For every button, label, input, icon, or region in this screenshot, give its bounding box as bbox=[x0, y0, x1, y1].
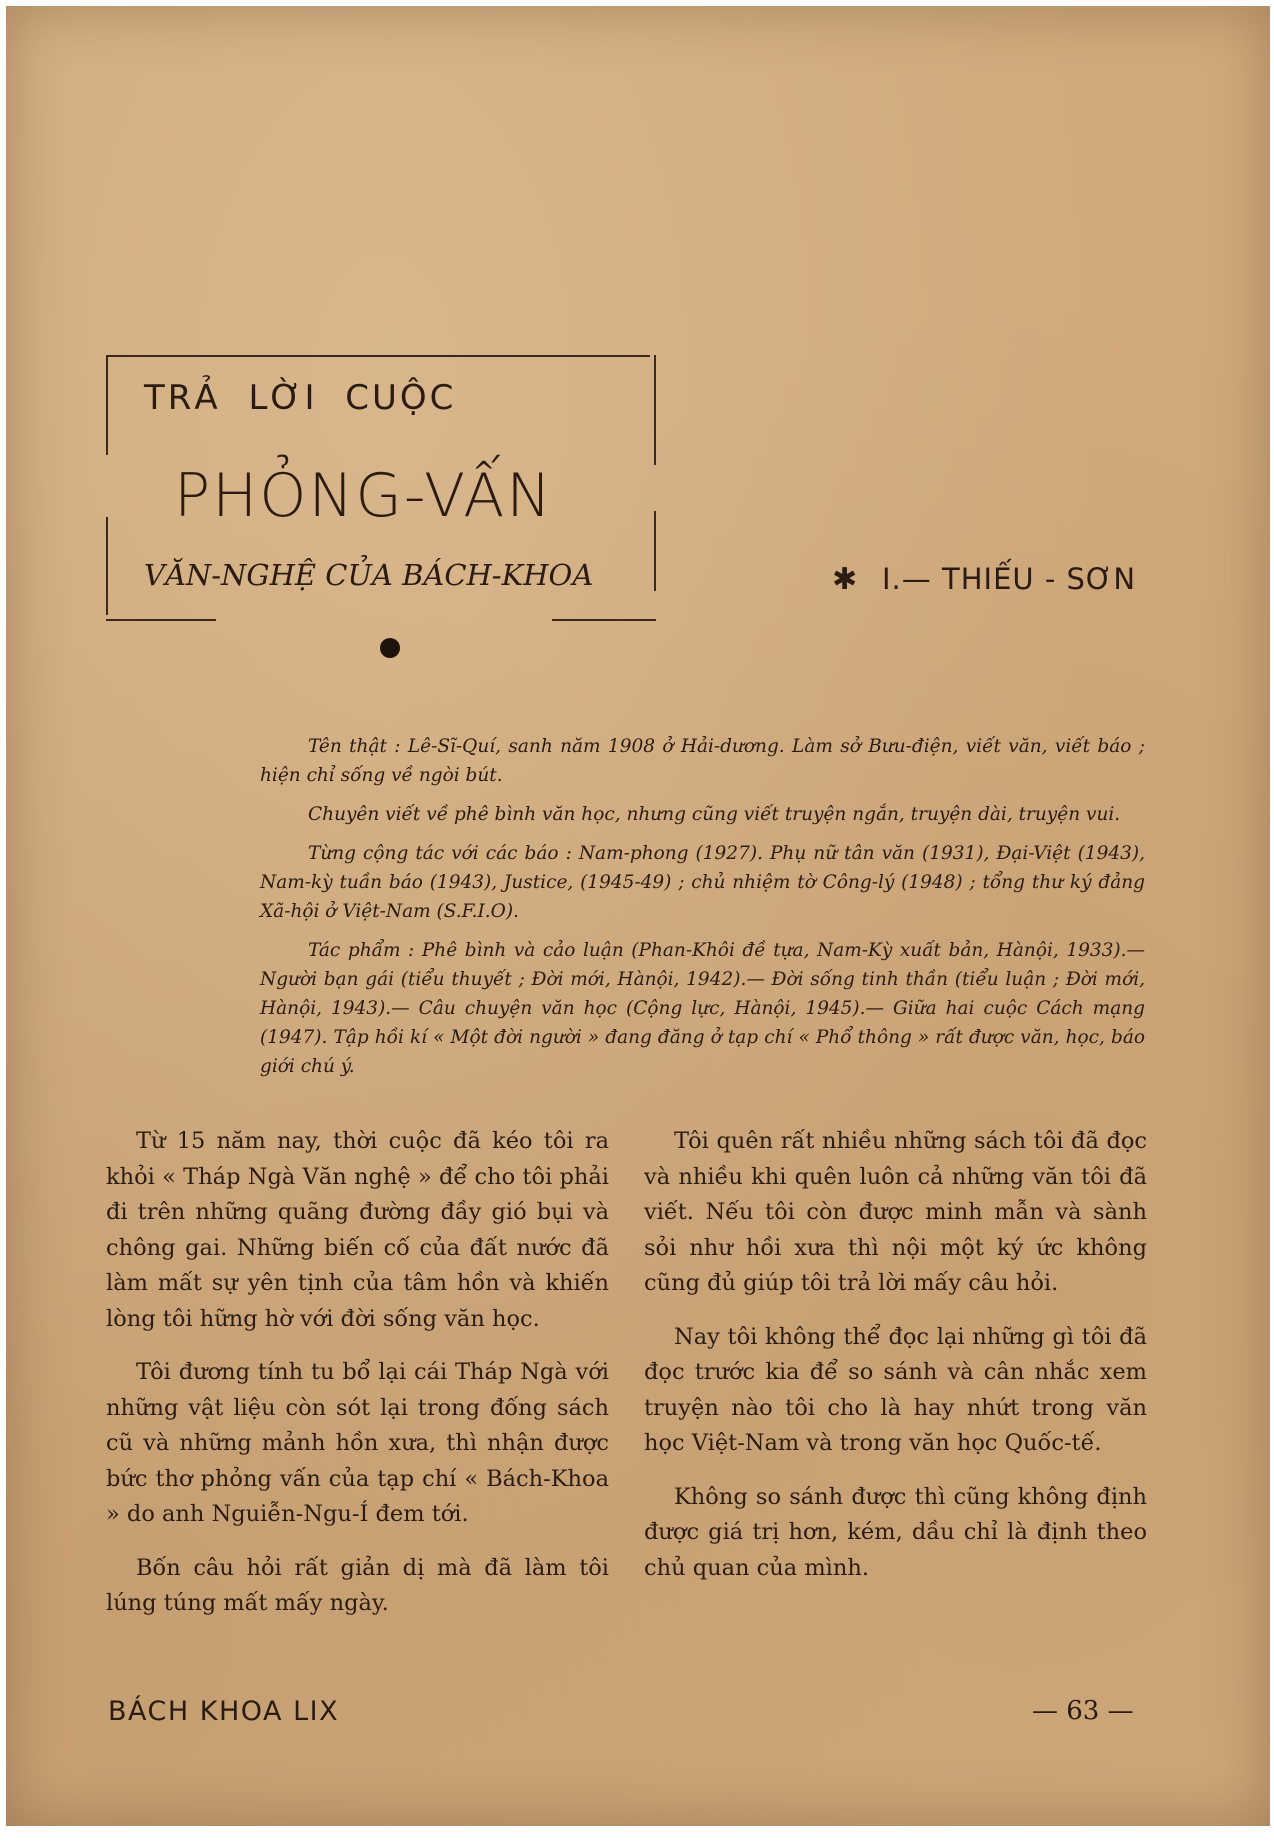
magazine-page bbox=[6, 6, 1270, 1826]
bio-paragraph: Tác phẩm : Phê bình và cảo luận (Phan-Khôi đề tựa, Nam-Kỳ xuất bản, Hànội, 1933).— Người bạn gái (tiểu thuyết ; Đời mới, Hànội, 1942).— Đời sống tinh thần (tiểu luận ; Đời mới, Hànội, 1943).— Câu chuyện văn học (Cộng lực, Hànội, 1945).— Giữa hai cuộc Cách mạng (1947). Tập hồi kí « Một đời người » đang đăng ở tạp chí « Phổ thông » rất được văn, học, báo giới chú ý. bbox=[260, 940, 1145, 1077]
left-column bbox=[106, 1124, 609, 1640]
frame-line-right-upper bbox=[654, 355, 656, 465]
bio-paragraph: Từng cộng tác với các báo : Nam-phong (1927). Phụ nữ tân văn (1931), Đại-Việt (1943), Nam-kỳ tuần báo (1943), Justice, (1945-49) ; chủ nhiệm tờ Công-lý (1948) ; tổng thư ký đảng Xã-hội ở Việt-Nam (S.F.I.O). bbox=[260, 843, 1145, 922]
frame-line-bottom-left bbox=[106, 619, 216, 621]
body-paragraph: Từ 15 năm nay, thời cuộc đã kéo tôi ra khỏi « Tháp Ngà Văn nghệ » để cho tôi phải đi trên những quãng đường đầy gió bụi và chông gai. Những biến cố của đất nước đã làm mất sự yên tịnh của tâm hồn và khiến lòng tôi hững hờ với đời sống văn học. bbox=[106, 1128, 609, 1332]
frame-line-left-upper bbox=[106, 355, 108, 455]
bullet-dot-icon bbox=[380, 638, 400, 658]
frame-line-top bbox=[106, 355, 650, 357]
body-paragraph: Nay tôi không thể đọc lại những gì tôi đã đọc trước kia để so sánh và cân nhắc xem truyện nào tôi cho là hay nhứt trong văn học Việt-Nam và trong văn học Quốc-tế. bbox=[644, 1323, 1147, 1456]
body-paragraph: Tôi quên rất nhiều những sách tôi đã đọc và nhiều khi quên luôn cả những văn tôi đã viết. Nếu tôi còn được minh mẫn và sành sỏi như hồi xưa thì nội một ký ức không cũng đủ giúp tôi trả lời mấy câu hỏi. bbox=[644, 1128, 1147, 1296]
frame-line-bottom-right bbox=[552, 619, 656, 621]
frame-line-left-lower bbox=[106, 517, 108, 615]
body-paragraph: Không so sánh được thì cũng không định được giá trị hơn, kém, dầu chỉ là định theo chủ quan của mình. bbox=[644, 1483, 1147, 1581]
asterisk-icon: ✱ bbox=[832, 562, 858, 597]
author-bio bbox=[260, 732, 1145, 1091]
right-column bbox=[644, 1124, 1147, 1604]
publication-name: BÁCH KHOA LIX bbox=[108, 1696, 340, 1727]
author-heading: I.— THIẾU - SƠN bbox=[882, 562, 1137, 596]
title-line-2: PHỎNG-VẤN bbox=[174, 461, 554, 531]
frame-line-right-lower bbox=[654, 511, 656, 591]
bio-paragraph: Chuyên viết về phê bình văn học, nhưng cũng viết truyện ngắn, truyện dài, truyện vui. bbox=[308, 804, 1121, 825]
title-line-3: VĂN-NGHỆ CỦA BÁCH-KHOA bbox=[144, 558, 594, 592]
body-paragraph: Bốn câu hỏi rất giản dị mà đã làm tôi lúng túng mất mấy ngày. bbox=[106, 1554, 609, 1616]
page-number: — 63 — bbox=[1032, 1696, 1134, 1726]
body-paragraph: Tôi đương tính tu bổ lại cái Tháp Ngà với những vật liệu còn sót lại trong đống sách cũ và những mảnh hồn xưa, thì nhận được bức thơ phỏng vấn của tạp chí « Bách-Khoa » do anh Nguiễn-Ngu-Í đem tới. bbox=[106, 1359, 609, 1527]
bio-paragraph: Tên thật : Lê-Sĩ-Quí, sanh năm 1908 ở Hải-dương. Làm sở Bưu-điện, viết văn, viết báo ; hiện chỉ sống về ngòi bút. bbox=[260, 736, 1145, 786]
title-line-1: TRẢ LỜI CUỘC bbox=[144, 378, 457, 418]
